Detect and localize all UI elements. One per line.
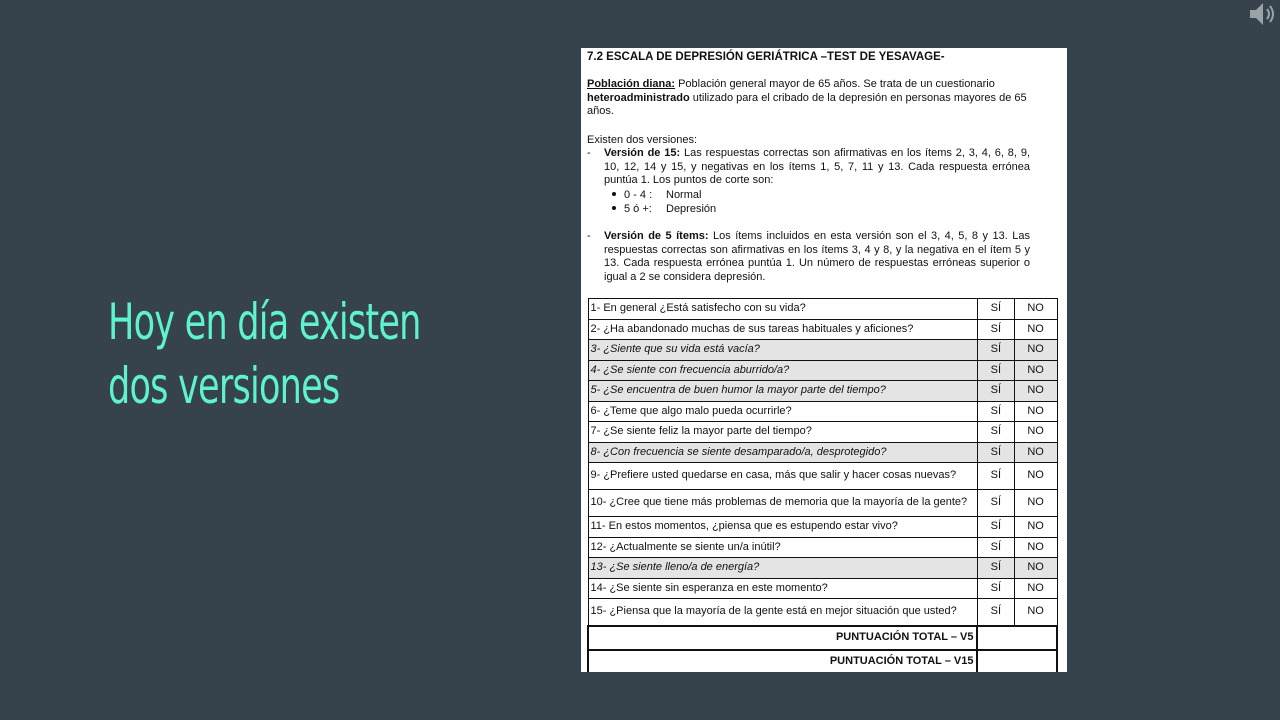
question-text: 9- ¿Prefiere usted quedarse en casa, más que salir y hacer cosas nuevas?: [588, 463, 977, 490]
answer-no: NO: [1014, 360, 1057, 381]
population-label: Población diana:: [587, 78, 676, 90]
question-row: [588, 578, 1057, 599]
version-5-label: Versión de 5 ítems:: [604, 230, 709, 242]
questionnaire-table: [587, 298, 1058, 672]
total-v15-row: [588, 650, 1057, 672]
question-text: 13- ¿Se siente lleno/a de energía?: [588, 558, 977, 579]
question-row: [588, 319, 1057, 340]
answer-yes: SÍ: [977, 517, 1014, 538]
question-text: 1- En general ¿Está satisfecho con su vida?: [588, 299, 977, 320]
answer-no: NO: [1014, 319, 1057, 340]
answer-no: NO: [1014, 299, 1057, 320]
question-text: 6- ¿Teme que algo malo pueda ocurrirle?: [588, 401, 977, 422]
total-v15-label: PUNTUACIÓN TOTAL – V15: [588, 650, 977, 672]
slide-title-line-1: Hoy en día existen: [108, 293, 421, 351]
answer-yes: SÍ: [977, 422, 1014, 443]
answer-yes: SÍ: [977, 578, 1014, 599]
question-row: [588, 360, 1057, 381]
answer-yes: SÍ: [977, 319, 1014, 340]
answer-no: NO: [1014, 490, 1057, 517]
question-text: 10- ¿Cree que tiene más problemas de memoria que la mayoría de la gente?: [588, 490, 977, 517]
question-text: 3- ¿Siente que su vida está vacía?: [588, 340, 977, 361]
answer-no: NO: [1014, 422, 1057, 443]
version-15-label: Versión de 15:: [604, 147, 681, 159]
answer-yes: SÍ: [977, 401, 1014, 422]
answer-yes: SÍ: [977, 537, 1014, 558]
answer-no: NO: [1014, 517, 1057, 538]
cutoff-normal: 0 - 4 : Normal: [612, 188, 701, 202]
yesavage-document-image: [581, 48, 1067, 672]
answer-no: NO: [1014, 381, 1057, 402]
answer-yes: SÍ: [977, 340, 1014, 361]
answer-no: NO: [1014, 599, 1057, 627]
question-row: [588, 381, 1057, 402]
speaker-icon[interactable]: [1246, 0, 1280, 28]
question-row: [588, 340, 1057, 361]
answer-yes: SÍ: [977, 599, 1014, 627]
question-text: 7- ¿Se siente feliz la mayor parte del tiempo?: [588, 422, 977, 443]
answer-yes: SÍ: [977, 558, 1014, 579]
version-15-paragraph: - Versión de 15: Las respuestas correctas son afirmativas en los ítems 2, 3, 4, 6, 8, 9, 10, 12, 14 y 15, y negativas en los ítems 1, 5, 7, 11 y 13. Cada respuesta errónea puntúa 1. Los puntos de corte son:: [587, 147, 1031, 187]
question-row: [588, 517, 1057, 538]
question-row: [588, 442, 1057, 463]
slide-title: [108, 290, 436, 418]
question-text: 14- ¿Se siente sin esperanza en este momento?: [588, 578, 977, 599]
answer-no: NO: [1014, 442, 1057, 463]
answer-yes: SÍ: [977, 299, 1014, 320]
total-v15-value: [977, 650, 1057, 672]
answer-yes: SÍ: [977, 442, 1014, 463]
document-title: 7.2 ESCALA DE DEPRESIÓN GERIÁTRICA –TEST DE YESAVAGE-: [587, 51, 945, 63]
question-text: 5- ¿Se encuentra de buen humor la mayor parte del tiempo?: [588, 381, 977, 402]
answer-no: NO: [1014, 340, 1057, 361]
population-paragraph: Población diana: Población general mayor de 65 años. Se trata de un cuestionario heteroadministrado utilizado para el cribado de la depresión en personas mayores de 65 años.: [587, 78, 1027, 118]
question-text: 12- ¿Actualmente se siente un/a inútil?: [588, 537, 977, 558]
answer-yes: SÍ: [977, 463, 1014, 490]
question-text: 11- En estos momentos, ¿piensa que es estupendo estar vivo?: [588, 517, 977, 538]
answer-no: NO: [1014, 463, 1057, 490]
question-row: [588, 599, 1057, 627]
question-row: [588, 558, 1057, 579]
question-text: 8- ¿Con frecuencia se siente desamparado/a, desprotegido?: [588, 442, 977, 463]
question-row: [588, 401, 1057, 422]
answer-yes: SÍ: [977, 360, 1014, 381]
answer-no: NO: [1014, 558, 1057, 579]
answer-yes: SÍ: [977, 381, 1014, 402]
cutoff-depression: 5 ó +: Depresión: [612, 202, 716, 216]
version-5-paragraph: - Versión de 5 ítems: Los ítems incluidos en esta versión son el 3, 4, 5, 8 y 13. Las respuestas correctas son afirmativas en los ítems 3, 4 y 8, y la negativa en el ítem 5 y 13. Cada respuesta errónea puntúa 1. Un número de respuestas erróneas superior o igual a 2 se considera depresión.: [587, 230, 1030, 283]
versions-intro: Existen dos versiones:: [587, 134, 698, 146]
slide-title-line-2: dos versiones: [108, 357, 340, 415]
question-row: [588, 490, 1057, 517]
question-text: 2- ¿Ha abandonado muchas de sus tareas habituales y aficiones?: [588, 319, 977, 340]
question-row: [588, 422, 1057, 443]
question-row: [588, 299, 1057, 320]
total-v5-row: [588, 626, 1057, 650]
total-v5-value: [977, 626, 1057, 650]
total-v5-label: PUNTUACIÓN TOTAL – V5: [588, 626, 977, 650]
answer-yes: SÍ: [977, 490, 1014, 517]
question-text: 4- ¿Se siente con frecuencia aburrido/a?: [588, 360, 977, 381]
question-text: 15- ¿Piensa que la mayoría de la gente está en mejor situación que usted?: [588, 599, 977, 627]
answer-no: NO: [1014, 578, 1057, 599]
answer-no: NO: [1014, 401, 1057, 422]
answer-no: NO: [1014, 537, 1057, 558]
question-row: [588, 537, 1057, 558]
question-row: [588, 463, 1057, 490]
